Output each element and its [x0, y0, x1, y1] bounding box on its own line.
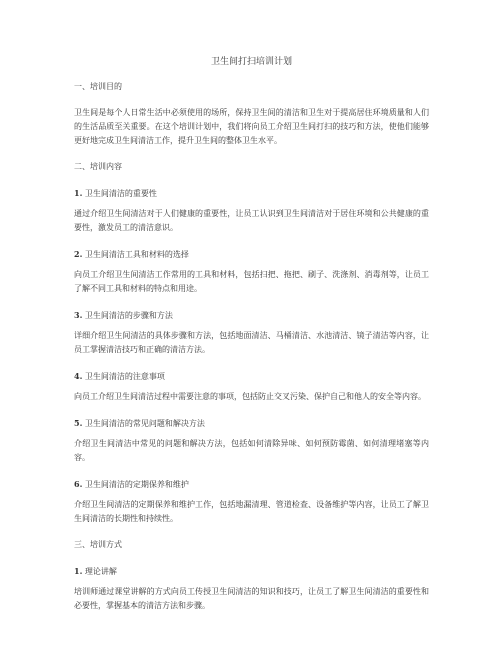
content-item	[74, 247, 429, 296]
paragraph: 向员工介绍卫生间清洁工作常用的工具和材料，包括扫把、拖把、刷子、洗涤剂、消毒剂等，让员工了解不同工具和材料的特点和用途。	[74, 270, 429, 293]
sub-heading	[74, 416, 429, 431]
content-item	[74, 308, 429, 357]
section-content	[74, 160, 429, 526]
content-item	[74, 564, 429, 613]
item-number: 1.	[74, 188, 83, 198]
item-title: 卫生间清洁的常见问题和解决方法	[84, 419, 205, 428]
section-heading: 二、培训内容	[74, 162, 122, 171]
content-item	[74, 416, 429, 465]
paragraph: 介绍卫生间清洁的定期保养和维护工作，包括地漏清理、管道检查、设备维护等内容，让员工了解卫生间清洁的长期性和持续性。	[74, 500, 429, 523]
paragraph: 通过介绍卫生间清洁对于人们健康的重要性，让员工认识到卫生间清洁对于居住环境和公共健康的重要性，激发员工的清洁意识。	[74, 209, 429, 232]
sub-heading	[74, 369, 429, 384]
item-number: 6.	[74, 479, 83, 489]
section-heading: 三、培训方式	[74, 540, 122, 549]
document-title: 卫生间打扫培训计划	[210, 57, 292, 67]
paragraph: 培训师通过课堂讲解的方式向员工传授卫生间清洁的知识和技巧，让员工了解卫生间清洁的重要性和必要性，掌握基本的清洁方法和步骤。	[74, 587, 429, 610]
paragraph: 介绍卫生间清洁中常见的问题和解决方法，包括如何清除异味、如何预防霉菌、如何清理堵塞等内容。	[74, 439, 429, 462]
item-title: 卫生间清洁的注意事项	[84, 372, 165, 381]
item-title: 卫生间清洁的重要性	[84, 189, 157, 198]
section-method	[74, 538, 429, 613]
item-title: 卫生间清洁的步骤和方法	[84, 311, 173, 320]
item-title: 卫生间清洁的定期保养和维护	[84, 480, 189, 489]
item-number: 5.	[74, 418, 83, 428]
item-number: 3.	[74, 310, 83, 320]
paragraph: 向员工介绍卫生间清洁过程中需要注意的事项，包括防止交叉污染、保护自己和他人的安全等内容。	[74, 392, 426, 401]
content-item	[74, 477, 429, 526]
item-number: 1.	[74, 566, 83, 576]
sub-heading	[74, 247, 429, 262]
document-page	[74, 56, 429, 625]
paragraph: 详细介绍卫生间清洁的具体步骤和方法，包括地面清洁、马桶清洁、水池清洁、镜子清洁等内容，让员工掌握清洁技巧和正确的清洁方法。	[74, 331, 429, 354]
content-item	[74, 369, 429, 404]
sub-heading	[74, 564, 429, 579]
item-title: 理论讲解	[84, 567, 117, 576]
content-item	[74, 186, 429, 235]
sub-heading	[74, 186, 429, 201]
item-title: 卫生间清洁工具和材料的选择	[84, 250, 189, 259]
section-heading: 一、培训目的	[74, 82, 122, 91]
sub-heading	[74, 477, 429, 492]
item-number: 4.	[74, 371, 83, 381]
sub-heading	[74, 308, 429, 323]
paragraph: 卫生间是每个人日常生活中必须使用的场所，保持卫生间的清洁和卫生对于提高居住环境质量和人们的生活品质至关重要。在这个培训计划中，我们将向员工介绍卫生间打扫的技巧和方法，使他们能够更好地完成卫生间清洁工作，提升卫生间的整体卫生水平。	[74, 108, 429, 145]
item-number: 2.	[74, 249, 83, 259]
section-purpose	[74, 80, 429, 148]
